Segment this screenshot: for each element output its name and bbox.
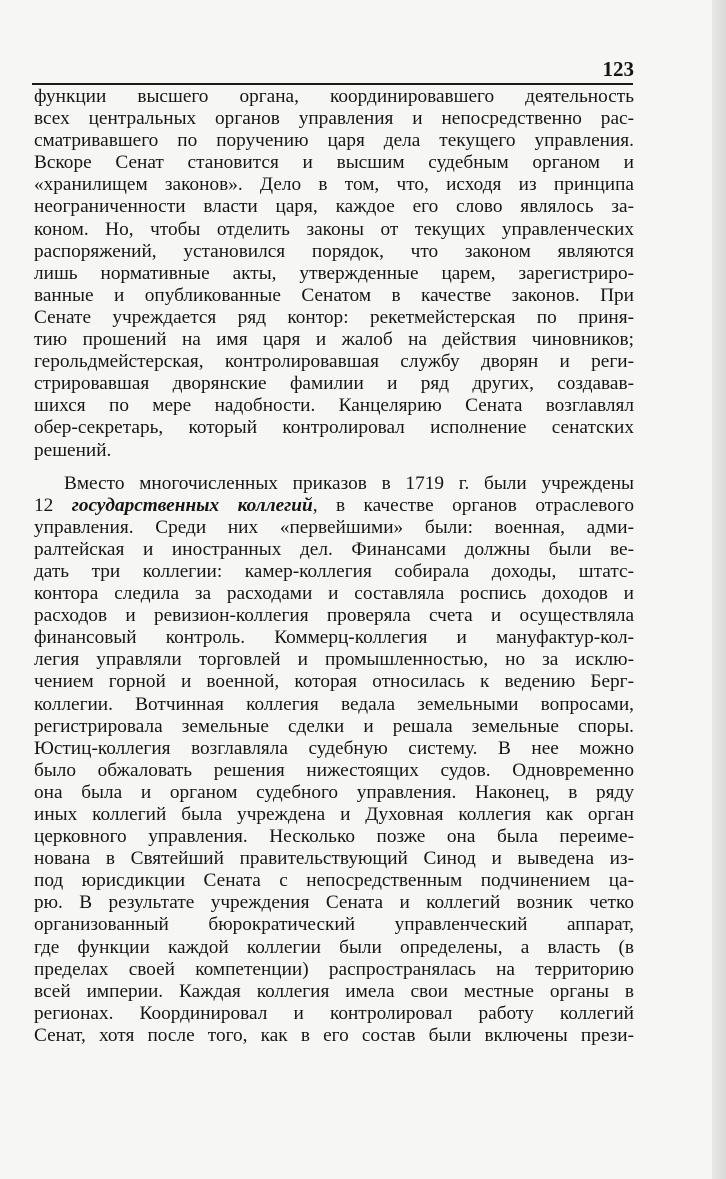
text-line: коном. Но, чтобы отделить законы от текущих управленческих bbox=[34, 218, 634, 240]
text-line: дать три коллегии: камер-коллегия собирала доходы, штатс- bbox=[34, 560, 634, 582]
text-line: церковного управления. Несколько позже она была переиме- bbox=[34, 826, 634, 848]
text-line: организованный бюрократический управленческий аппарат, bbox=[34, 914, 634, 936]
text-line: распоряжений, установился порядок, что законом являются bbox=[34, 240, 634, 262]
text-line: коллегии. Вотчинная коллегия ведала земельными вопросами, bbox=[34, 693, 634, 715]
text-line: Юстиц-коллегия возглавляла судебную систему. В нее можно bbox=[34, 737, 634, 759]
text-line: лишь нормативные акты, утвержденные царем, зарегистриро- bbox=[34, 262, 634, 284]
text-line: она была и органом судебного управления. Наконец, в ряду bbox=[34, 781, 634, 803]
text-line: герольдмейстерская, контролировавшая службу дворян и реги- bbox=[34, 351, 634, 373]
text-line: рю. В результате учреждения Сената и коллегий возник четко bbox=[34, 892, 634, 914]
text-line: ванные и опубликованные Сенатом в качестве законов. При bbox=[34, 284, 634, 306]
text-line: легия управляли торговлей и промышленностью, но за исклю- bbox=[34, 649, 634, 671]
text-run: 12 bbox=[34, 494, 72, 516]
text-line: решений. bbox=[34, 439, 112, 461]
page-edge-shadow bbox=[712, 0, 726, 1179]
text-line: Вскоре Сенат становится и высшим судебным органом и bbox=[34, 152, 634, 174]
text-line: Сенат, хотя после того, как в его состав были включены прези- bbox=[34, 1024, 634, 1046]
text-line: регионах. Координировал и контролировал работу коллегий bbox=[34, 1002, 634, 1024]
text-line: управления. Среди них «первейшими» были: военная, адми- bbox=[34, 516, 634, 538]
text-line: было обжаловать решения нижестоящих судов. Одновременно bbox=[34, 759, 634, 781]
text-line: иных коллегий была учреждена и Духовная коллегия как орган bbox=[34, 804, 634, 825]
text-run: , в качестве органов отраслевого bbox=[312, 494, 634, 516]
header-rule bbox=[32, 83, 633, 85]
text-line: где функции каждой коллегии были определены, а власть (в bbox=[34, 936, 634, 958]
page-number: 123 bbox=[602, 57, 634, 81]
paragraph-1 bbox=[34, 86, 634, 462]
text-line: шихся по мере надобности. Канцелярию Сената возглавлял bbox=[34, 395, 634, 417]
text-line: нована в Святейший правительствующий Синод и выведена из- bbox=[34, 848, 634, 870]
text-line: тию прошений на имя царя и жалоб на действия чиновников; bbox=[34, 329, 634, 351]
text-line: обер-секретарь, который контролировал исполнение сенатских bbox=[34, 417, 634, 439]
text-line bbox=[34, 495, 634, 517]
text-line: стрировавшая дворянские фамилии и ряд других, создавав- bbox=[34, 373, 634, 395]
text-line: всей империи. Каждая коллегия имела свои местные органы в bbox=[34, 980, 634, 1002]
paragraph-gap bbox=[34, 462, 634, 473]
text-line: всех центральных органов управления и непосредственно рас- bbox=[34, 108, 634, 130]
text-line: Вместо многочисленных приказов в 1719 г. были учреждены bbox=[64, 472, 634, 494]
text-line: ралтейская и иностранных дел. Финансами должны были ве- bbox=[34, 538, 634, 560]
text-line: расходов и ревизион-коллегия проверяла счета и осуществляла bbox=[34, 605, 634, 627]
text-line: сматривавшего по поручению царя дела текущего управления. bbox=[34, 130, 634, 152]
emphasized-term: государственных коллегий bbox=[71, 494, 313, 516]
text-line: контора следила за расходами и составляла роспись доходов и bbox=[34, 583, 634, 605]
text-line: пределах своей компетенции) распространялась на территорию bbox=[34, 958, 634, 980]
text-line: под юрисдикции Сената с непосредственным подчинением ца- bbox=[34, 870, 634, 892]
text-line: финансовый контроль. Коммерц-коллегия и мануфактур-кол- bbox=[34, 627, 634, 649]
body-text bbox=[34, 86, 634, 1047]
text-line: неограниченности власти царя, каждое его слово являлось за- bbox=[34, 196, 634, 218]
text-line: функции высшего органа, координировавшего деятельность bbox=[34, 86, 634, 107]
text-line: регистрировала земельные сделки и решала земельные споры. bbox=[34, 715, 634, 737]
text-line: чением горной и военной, которая относилась к ведению Берг- bbox=[34, 671, 634, 693]
paragraph-2 bbox=[34, 473, 634, 1047]
text-line: «хранилищем законов». Дело в том, что, исходя из принципа bbox=[34, 174, 634, 196]
text-line: Сенате учреждается ряд контор: рекетмейстерская по приня- bbox=[34, 306, 634, 328]
